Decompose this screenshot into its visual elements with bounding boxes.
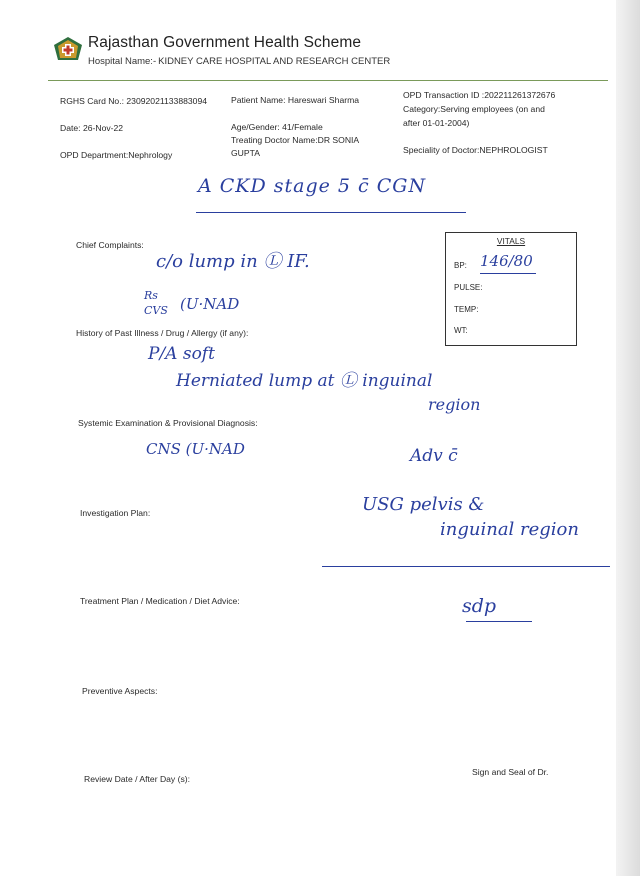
- handwritten-cvs: CVS: [144, 304, 168, 317]
- speciality-value: NEPHROLOGIST: [479, 145, 548, 155]
- signature-stroke: [466, 621, 532, 622]
- speciality-field: [403, 145, 548, 155]
- age-gender-label: Age/Gender:: [231, 122, 280, 132]
- patient-name-field: [231, 95, 359, 105]
- category-field: [403, 104, 545, 114]
- history-label: History of Past Illness / Drug / Allergy (if any):: [76, 328, 249, 338]
- treatment-label: Treatment Plan / Medication / Diet Advice:: [80, 596, 240, 606]
- handwritten-region: region: [428, 395, 481, 414]
- bp-label: BP:: [454, 261, 467, 270]
- chief-complaints-label: Chief Complaints:: [76, 240, 144, 250]
- systemic-exam-label: Systemic Examination & Provisional Diagnosis:: [78, 418, 258, 428]
- hospital-name: [88, 56, 392, 67]
- investigation-underline: [322, 566, 610, 567]
- sign-seal-label: Sign and Seal of Dr.: [472, 767, 549, 777]
- bp-underline: [480, 273, 536, 274]
- handwritten-usg: USG pelvis &: [362, 494, 485, 515]
- handwritten-advice: Adv c̄: [410, 446, 458, 466]
- bp-value: 146/80: [480, 252, 533, 270]
- opd-department-value: Nephrology: [128, 150, 173, 160]
- date-value: 26-Nov-22: [82, 123, 124, 133]
- handwritten-cns: CNS (U·NAD: [146, 440, 245, 458]
- date-field: [60, 123, 123, 133]
- diagnosis-underline: [196, 212, 466, 213]
- rghs-emblem-icon: [52, 36, 84, 62]
- treating-doctor-value: DR SONIA: [317, 135, 360, 145]
- vitals-box: [445, 232, 577, 346]
- opd-department-field: [60, 150, 172, 160]
- opd-transaction-field: [403, 90, 555, 100]
- handwritten-normal-note: (U·NAD: [180, 295, 240, 313]
- patient-name-label: Patient Name:: [231, 95, 286, 105]
- handwritten-inguinal: inguinal region: [440, 519, 579, 540]
- page-edge: [616, 0, 640, 876]
- opd-transaction-label: OPD Transaction ID :: [403, 90, 485, 100]
- category-value-cont: after 01-01-2004): [403, 118, 470, 128]
- rghs-card-label: RGHS Card No.:: [60, 96, 124, 106]
- review-date-label: Review Date / After Day (s):: [84, 774, 191, 784]
- wt-label: WT:: [454, 326, 468, 335]
- date-label: Date:: [60, 123, 81, 133]
- age-gender-value: 41/Female: [282, 122, 323, 132]
- scheme-title: Rajasthan Government Health Scheme: [88, 34, 362, 51]
- rghs-card-field: [60, 96, 207, 106]
- investigation-label: Investigation Plan:: [80, 508, 151, 518]
- hospital-label: Hospital Name:-: [88, 56, 157, 67]
- hospital-value: KIDNEY CARE HOSPITAL AND RESEARCH CENTER: [158, 56, 391, 67]
- treating-doctor-value-cont: GUPTA: [231, 148, 260, 158]
- handwritten-rs: Rs: [144, 289, 158, 302]
- header-divider: [48, 80, 608, 81]
- doctor-initials-signature: sdp: [462, 595, 497, 617]
- vitals-title: VITALS: [496, 236, 526, 246]
- patient-name-value: Hareswari Sharma: [287, 95, 360, 105]
- handwritten-diagnosis: A CKD stage 5 c̄ CGN: [198, 175, 427, 197]
- handwritten-pa: P/A soft: [148, 344, 215, 364]
- opd-department-label: OPD Department:: [60, 150, 129, 160]
- treating-doctor-label: Treating Doctor Name:: [231, 135, 318, 145]
- temp-label: TEMP:: [454, 305, 479, 314]
- pulse-label: PULSE:: [454, 283, 483, 292]
- handwritten-complaint: c/o lump in Ⓛ IF.: [156, 251, 310, 272]
- treating-doctor-field: [231, 135, 359, 145]
- handwritten-hernia: Herniated lump at Ⓛ inguinal: [176, 371, 433, 391]
- category-label: Category:: [403, 104, 441, 114]
- age-gender-field: [231, 122, 323, 132]
- preventive-label: Preventive Aspects:: [82, 686, 158, 696]
- speciality-label: Speciality of Doctor:: [403, 145, 480, 155]
- category-value: Serving employees (on and: [440, 104, 545, 114]
- rghs-card-value: 23092021133883094: [126, 96, 208, 106]
- opd-transaction-value: 202211261372676: [484, 90, 556, 100]
